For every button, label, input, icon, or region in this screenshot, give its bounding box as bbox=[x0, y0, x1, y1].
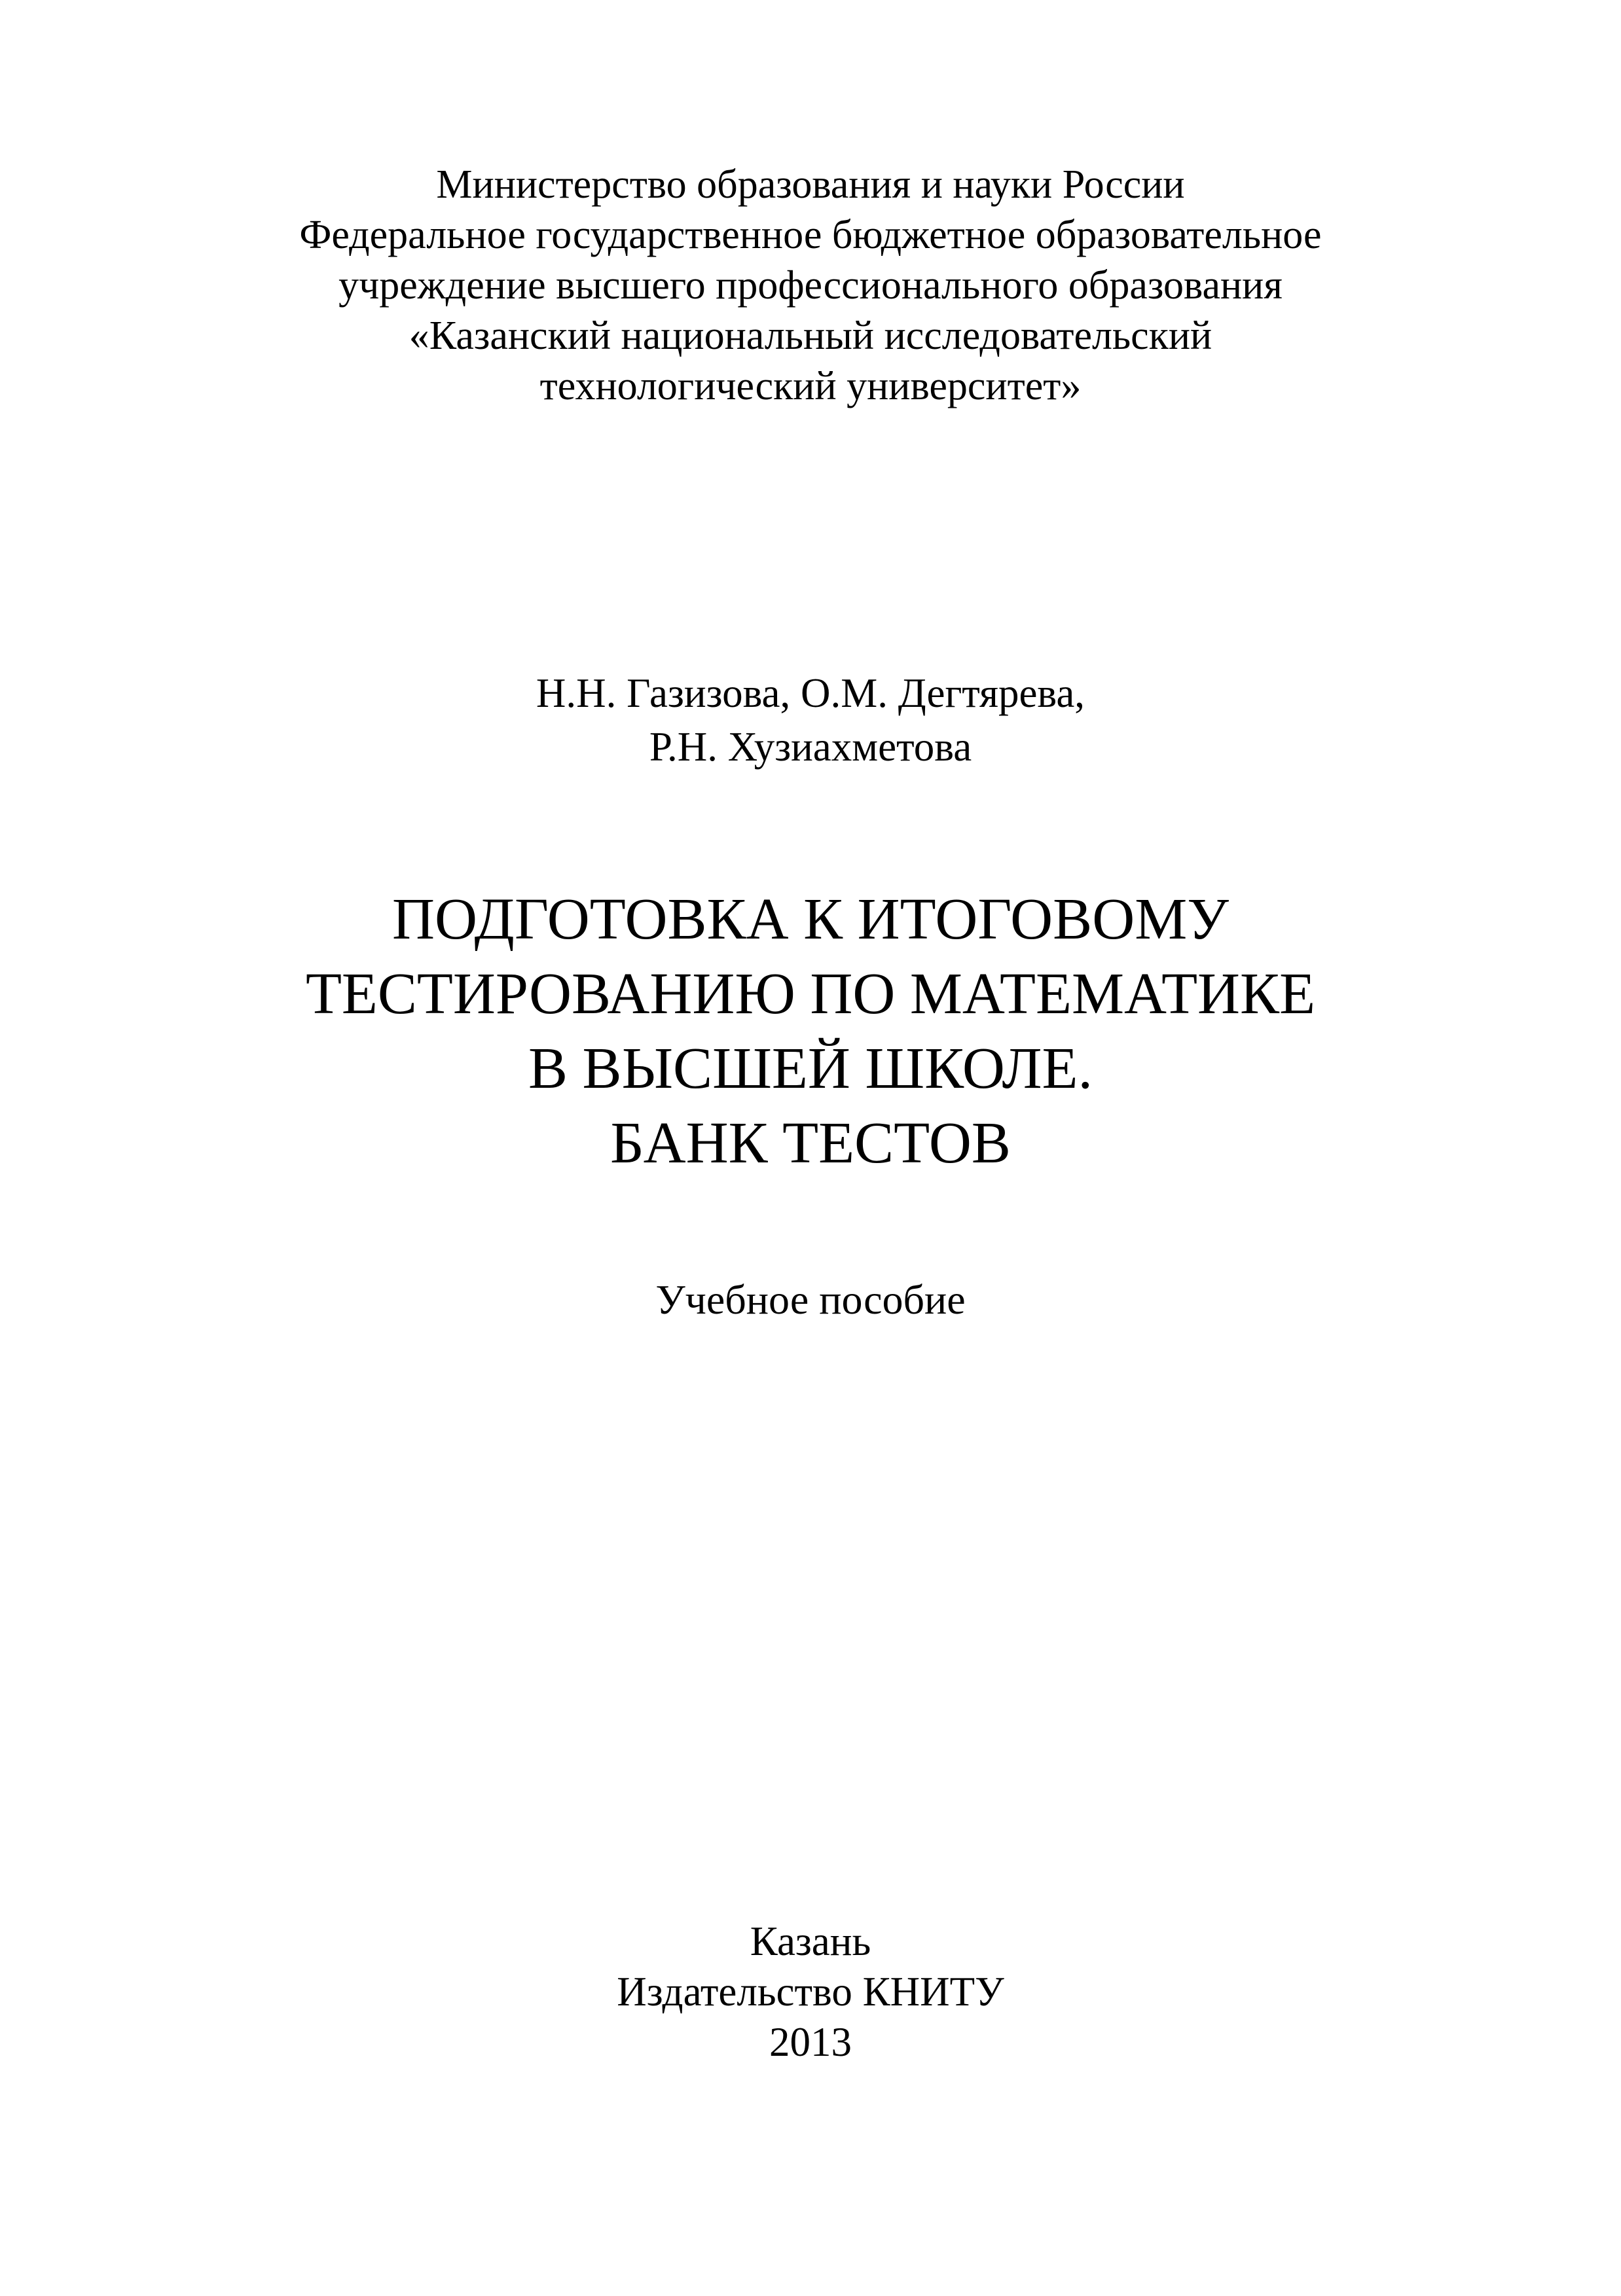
imprint-year: 2013 bbox=[769, 2019, 852, 2065]
imprint bbox=[0, 1916, 1621, 2068]
title-line-2: ТЕСТИРОВАНИЮ ПО МАТЕМАТИКЕ bbox=[305, 961, 1316, 1026]
ministry-line: Министерство образования и науки России bbox=[436, 162, 1185, 207]
authors-line-1: Н.Н. Газизова, О.М. Дегтярева, bbox=[536, 670, 1085, 716]
title-line-1: ПОДГОТОВКА К ИТОГОВОМУ bbox=[392, 887, 1229, 952]
institution-level-line: учреждение высшего профессионального образования bbox=[338, 263, 1283, 308]
imprint-publisher: Издательство КНИТУ bbox=[617, 1969, 1004, 2015]
authors bbox=[0, 666, 1621, 774]
title-line-4: БАНК ТЕСТОВ bbox=[610, 1111, 1011, 1175]
authors-line-2: Р.Н. Хузиахметова bbox=[649, 724, 972, 770]
institution-type-line: Федеральное государственное бюджетное образовательное bbox=[299, 213, 1322, 257]
subtitle-text: Учебное пособие bbox=[655, 1276, 966, 1323]
book-subtitle bbox=[0, 1274, 1621, 1326]
book-title bbox=[0, 882, 1621, 1181]
institution-header bbox=[0, 160, 1621, 412]
title-line-3: В ВЫСШЕЙ ШКОЛЕ. bbox=[528, 1036, 1093, 1101]
imprint-city: Казань bbox=[750, 1918, 871, 1964]
university-name-line-1: «Казанский национальный исследовательский bbox=[409, 314, 1212, 358]
university-name-line-2: технологический университет» bbox=[539, 364, 1082, 408]
